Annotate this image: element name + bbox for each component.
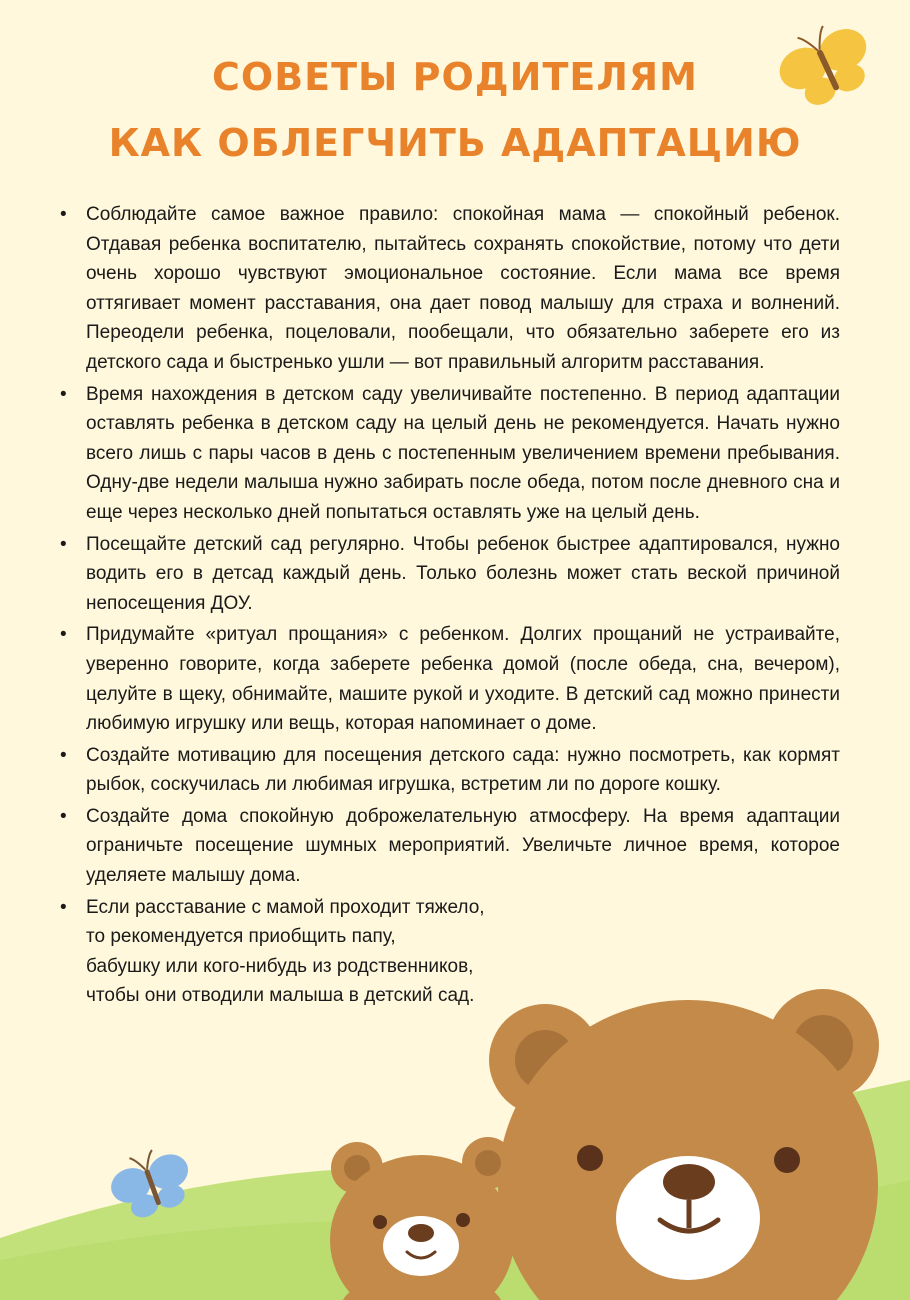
tip-text: Время нахождения в детском саду увеличивайте постепенно. В период адаптации оставлять ребенка в детском саду на целый день не рекомендуется. Начать нужно всего лишь с пары часов в день с постепенным увеличением времени пребывания. Одну-две недели малыша нужно забирать после обеда, потом после дневного сна и еще через несколько дней попытаться оставлять уже на целый день. bbox=[86, 383, 840, 523]
tip-text: Соблюдайте самое важное правило: спокойная мама — спокойный ребенок. Отдавая ребенка воспитателю, пытайтесь сохранять спокойствие, потому что дети очень хорошо чувствуют эмоциональное состояние. Если мама все время оттягивает момент расставания, она дает повод малышу для страха и волнений. Переодели ребенка, поцеловали, пообещали, что обязательно заберете его из детского сада и быстренько ушли — вот правильный алгоритм расставания. bbox=[86, 204, 840, 373]
page-title-line-2: КАК ОБЛЕГЧИТЬ АДАПТАЦИЮ bbox=[108, 121, 802, 165]
bullet-icon: • bbox=[60, 896, 67, 918]
big-bear-eye-right bbox=[774, 1147, 800, 1173]
tip-item bbox=[60, 802, 840, 891]
tip-item bbox=[60, 200, 840, 378]
bullet-icon: • bbox=[60, 533, 67, 555]
bullet-icon: • bbox=[60, 805, 67, 827]
small-bear-nose bbox=[408, 1224, 434, 1242]
tip-line: бабушку или кого-нибудь из родственников, bbox=[86, 955, 474, 977]
tip-line: Если расставание с мамой проходит тяжело, bbox=[86, 896, 485, 918]
bullet-icon: • bbox=[60, 744, 67, 766]
big-bear-eye-left bbox=[577, 1145, 603, 1171]
tips-list bbox=[60, 200, 840, 1013]
tip-item bbox=[60, 741, 840, 800]
tip-text: Придумайте «ритуал прощания» с ребенком. Долгих прощаний не устраивайте, уверенно говорите, когда заберете ребенка домой (после обеда, сна, вечером), целуйте в щеку, обнимайте, машите рукой и уходите. В детский сад можно принести любимую игрушку или вещь, которая напоминает о доме. bbox=[86, 624, 840, 735]
tip-line: то рекомендуется приобщить папу, bbox=[86, 926, 396, 948]
tip-text: Посещайте детский сад регулярно. Чтобы ребенок быстрее адаптировался, нужно водить его в детсад каждый день. Только болезнь может стать веской причиной непосещения ДОУ. bbox=[86, 533, 840, 614]
small-bear bbox=[330, 1137, 514, 1300]
tip-text: Создайте дома спокойную доброжелательную атмосферу. На время адаптации ограничьте посещение шумных мероприятий. Увеличьте личное время, которое уделяете малышу дома. bbox=[86, 805, 840, 887]
tip-item bbox=[60, 530, 840, 619]
bullet-icon: • bbox=[60, 624, 67, 646]
small-bear-eye-right bbox=[456, 1213, 470, 1227]
bullet-icon: • bbox=[60, 204, 67, 225]
small-bear-eye-left bbox=[373, 1215, 387, 1229]
tip-text: Создайте мотивацию для посещения детского сада: нужно посмотреть, как кормят рыбок, соскучилась ли любимая игрушка, встретим ли по дороге кошку. bbox=[86, 744, 840, 796]
big-bear-nose bbox=[663, 1164, 715, 1200]
bullet-icon: • bbox=[60, 383, 67, 405]
tip-item-last bbox=[60, 893, 840, 1011]
page-title-line-1: СОВЕТЫ РОДИТЕЛЯМ bbox=[212, 55, 698, 99]
big-bear bbox=[489, 989, 879, 1300]
tip-item bbox=[60, 380, 840, 528]
tip-item bbox=[60, 620, 840, 738]
tip-line: чтобы они отводили малыша в детский сад. bbox=[86, 985, 475, 1007]
